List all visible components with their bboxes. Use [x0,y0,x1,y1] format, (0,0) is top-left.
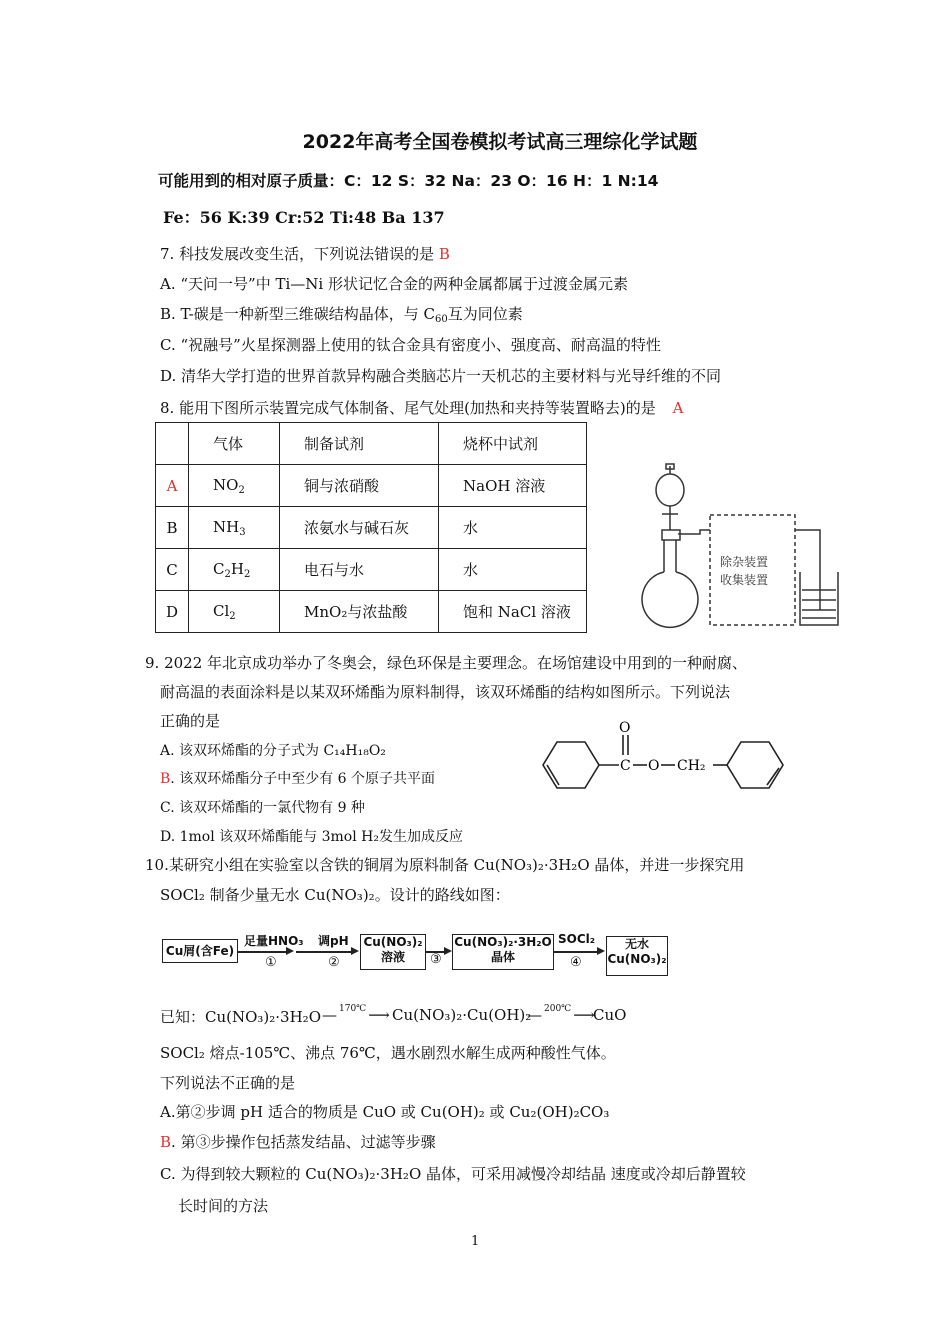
flow-arrow-2 [296,951,352,953]
q7-option-d: D. 清华大学打造的世界首款异构融合类脑芯片一天机芯的主要材料与光导纤维的不同 [160,367,722,385]
structure-ch2: CH₂ [677,758,706,774]
page-number: 1 [471,1234,480,1249]
header-cell: 烧杯中试剂 [439,423,587,465]
q8-answer: A [672,399,684,417]
q7-option-b: B. T-碳是一种新型三维碳结构晶体，与 $C_{60}$互为同位素 [160,305,523,325]
table-row [156,507,587,549]
q8-stem: 8. 能用下图所示装置完成气体制备、尾气处理(加热和夹持等装置略去)的是 A [160,399,684,417]
q10-option-c-line-1: C. 为得到较大颗粒的 Cu(NO₃)₂·3H₂O 晶体，可采用减慢冷却结晶 速度或冷却后静置较 [160,1165,746,1183]
q7-option-a: A. “天问一号”中 Ti—Ni 形状记忆合金的两种金属都属于过渡金属元素 [160,275,628,293]
reagent-cell: 浓氨水与碱石灰 [280,507,439,549]
flow-arrowhead-3 [444,947,452,955]
flow-step-2-label: 调pH [318,934,349,948]
apparatus-label-purify: 除杂装置 [720,555,769,569]
apparatus-label-collect: 收集装置 [720,573,769,587]
reagent-cell: 电石与水 [280,549,439,591]
flow-box-crystal: Cu(NO₃)₂·3H₂O 晶体 [452,934,554,970]
header-cell [156,423,189,465]
flow-arrowhead-2 [351,947,359,955]
header-cell: 气体 [189,423,280,465]
flow-box-solution: Cu(NO₃)₂ 溶液 [360,934,426,970]
q9-stem-2: 耐高温的表面涂料是以某双环烯酯为原料制得，该双环烯酯的结构如图所示。下列说法 [160,683,731,701]
q8-table [155,422,587,633]
row-label: B [156,507,189,549]
q7-answer: B [438,245,450,263]
header-cell: 制备试剂 [280,423,439,465]
table-row [156,591,587,633]
table-row [156,465,587,507]
flow-step-2-number: ② [328,955,340,970]
q9-stem-3: 正确的是 [160,712,221,730]
table-header-row [156,423,587,465]
structure-carbon: C [620,758,631,774]
gas-cell: $NO_2$ [189,465,280,507]
beaker-cell: 饱和 NaCl 溶液 [439,591,587,633]
structure-ester-o: O [648,758,660,774]
flow-arrow-1 [238,951,288,953]
q10-known-end: CuO [593,1006,627,1024]
q9-structure-diagram [535,720,805,810]
reagent-cell: 铜与浓硝酸 [280,465,439,507]
q9-option-a: A. 该双环烯酯的分子式为 C₁₄H₁₈O₂ [160,743,386,759]
flow-arrowhead-4 [597,947,605,955]
gas-cell: $NH_3$ [189,507,280,549]
q9-stem-1: 9. 2022 年北京成功举办了冬奥会，绿色环保是主要理念。在场馆建设中用到的一种耐腐、 [145,654,748,672]
flow-step-4-number: ④ [570,955,582,970]
page-title: 2022年高考全国卷模拟考试高三理综化学试题 [302,131,698,153]
q7-option-c: C. “祝融号”火星探测器上使用的钛合金具有密度小、强度高、耐高温的特性 [160,336,661,354]
q10-option-c-line-2: 长时间的方法 [178,1197,269,1215]
flow-box-anhydrous: 无水 Cu(NO₃)₂ [606,936,668,976]
beaker-cell: NaOH 溶液 [439,465,587,507]
q10-stem-1: 10.某研究小组在实验室以含铁的铜屑为原料制备 Cu(NO₃)₂·3H₂O 晶体，并进一步探究用 [145,856,745,874]
q10-known-arrow-1: — $^{170℃}$ ⟶ [322,1004,390,1024]
flow-box-cu-scrap: Cu屑(含Fe) [162,939,238,963]
q10-socl2-note: SOCl₂ 熔点-105℃、沸点 76℃，遇水剧烈水解生成两种酸性气体。 [160,1044,616,1062]
q10-known-arrow-2: — $^{200℃}$ ⟶ [527,1004,595,1024]
q10-option-b: B. 第③步操作包括蒸发结晶、过滤等步骤 [160,1133,436,1151]
row-label: D [156,591,189,633]
q10-stem-2: SOCl₂ 制备少量无水 Cu(NO₃)₂。设计的路线如图： [160,886,510,904]
flow-step-4-label: SOCl₂ [558,932,596,946]
beaker-cell: 水 [439,507,587,549]
table-row [156,549,587,591]
q9-option-c: C. 该双环烯酯的一氯代物有 9 种 [160,800,365,816]
structure-carbonyl-o: O [619,720,631,736]
atomic-mass-line-2: Fe：56 K:39 Cr:52 Ti:48 Ba 137 [163,208,445,227]
q10-option-a: A.第②步调 pH 适合的物质是 CuO 或 Cu(OH)₂ 或 Cu₂(OH)₂CO₃ [160,1103,610,1121]
flow-arrow-4 [554,951,598,953]
q7-stem: 7. 科技发展改变生活，下列说法错误的是 B [160,245,450,263]
atomic-mass-line-1: 可能用到的相对原子质量：C：12 S：32 Na：23 O：16 H：1 N:14 [158,172,659,190]
q10-known-mid: Cu(NO₃)₂·Cu(OH)₂ [392,1006,532,1024]
gas-cell: $C_2H_2$ [189,549,280,591]
flow-step-1-number: ① [265,955,277,970]
q10-known-prefix: 已知：Cu(NO₃)₂·3H₂O [160,1008,321,1026]
q9-option-d: D. 1mol 该双环烯酯能与 3mol H₂发生加成反应 [160,829,463,845]
flow-step-1-label: 足量HNO₃ [244,934,304,948]
row-label: A [156,465,189,507]
gas-cell: $Cl_2$ [189,591,280,633]
q9-option-b: B. 该双环烯酯分子中至少有 6 个原子共平面 [160,771,436,787]
q10-question: 下列说法不正确的是 [160,1074,296,1092]
flow-step-3-number: ③ [430,952,442,967]
reagent-cell: MnO₂与浓盐酸 [280,591,439,633]
q8-apparatus-diagram [640,460,850,635]
row-label: C [156,549,189,591]
beaker-cell: 水 [439,549,587,591]
